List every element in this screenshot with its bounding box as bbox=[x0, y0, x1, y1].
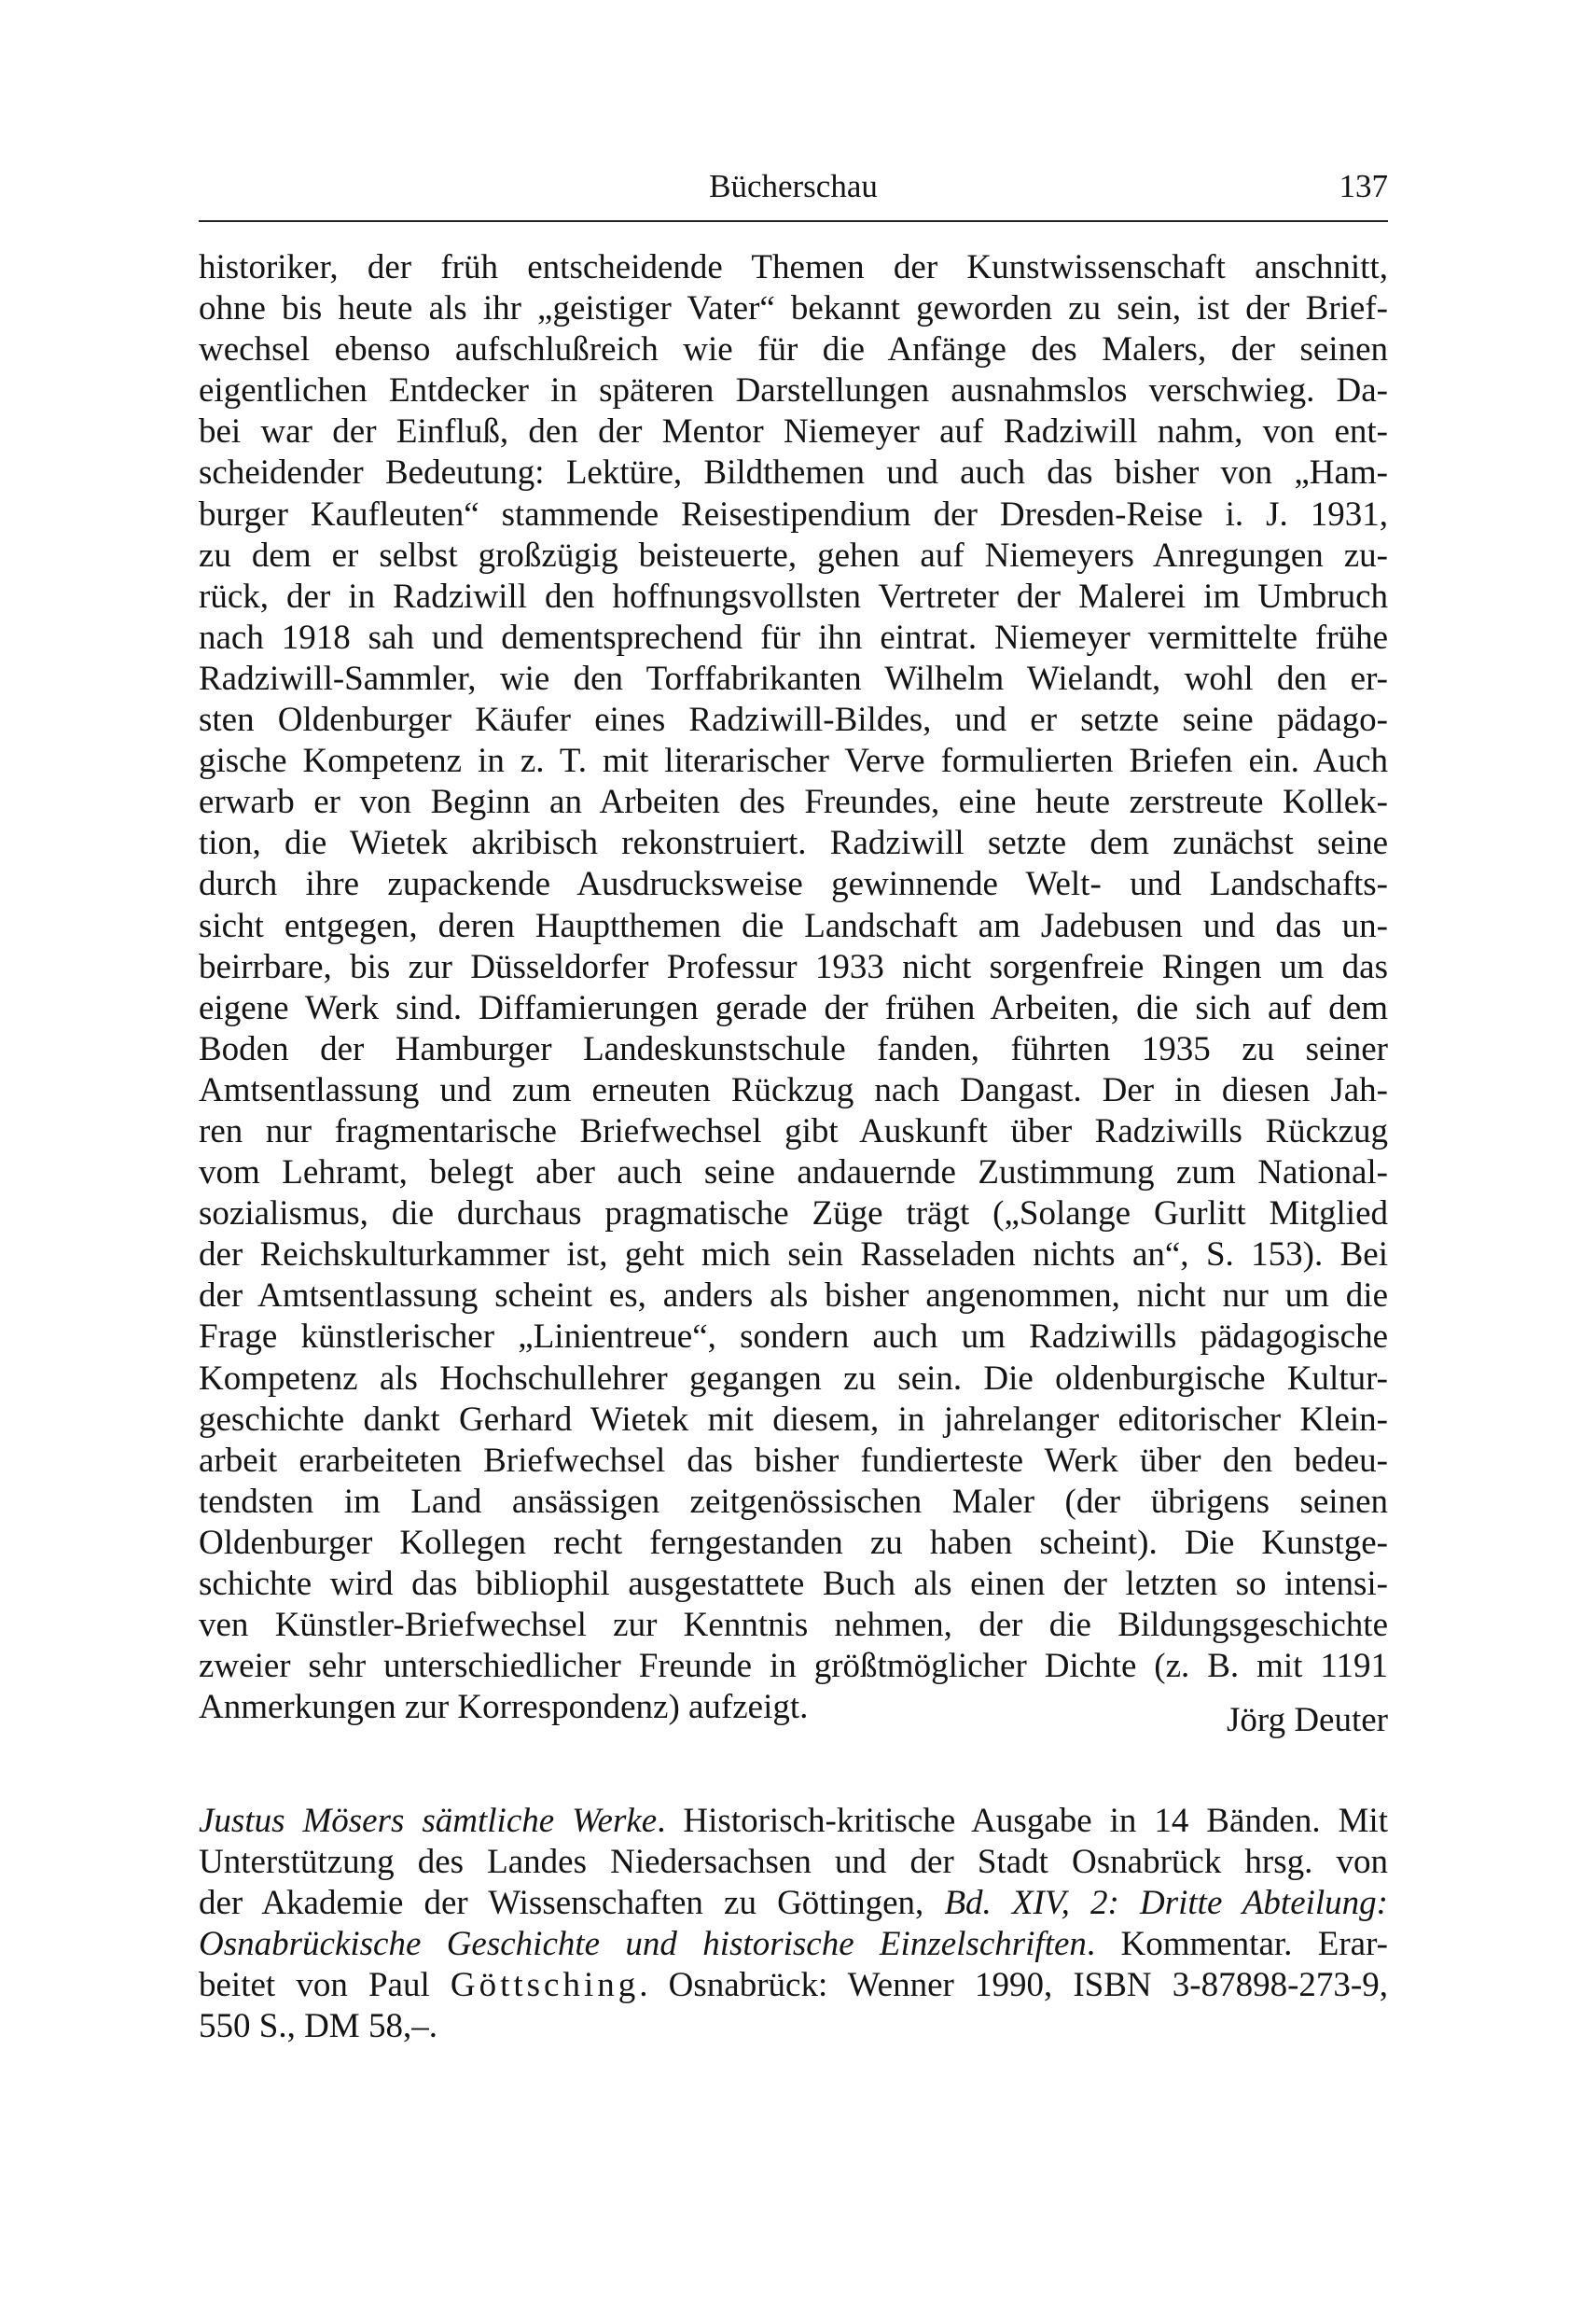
text-line-content: scheidender Bedeutung: Lektüre, Bildthemen und auch das bisher von „Ham- bbox=[199, 453, 1388, 493]
italic-title-segment: Osnabrückische Geschichte und historische Einzelschriften bbox=[199, 1925, 1087, 1964]
text-line-content: durch ihre zupackende Ausdrucksweise gewinnende Welt- und Landschafts- bbox=[199, 865, 1388, 904]
text-line-content: arbeit erarbeiteten Briefwechsel das bisher fundierteste Werk über den bedeu- bbox=[199, 1441, 1388, 1480]
entry-line bbox=[199, 1842, 1388, 1883]
text-line-content: gische Kompetenz in z. T. mit literarischer Verve formulierten Briefen ein. Auch bbox=[199, 742, 1388, 781]
text-line bbox=[199, 411, 1388, 453]
text-line-content: tion, die Wietek akribisch rekonstruiert. Radziwill setzte dem zunächst seine bbox=[199, 824, 1388, 863]
text-line bbox=[199, 1234, 1388, 1275]
text-line-content: sozialismus, die durchaus pragmatische Züge trägt („Solange Gurlitt Mitglied bbox=[199, 1194, 1388, 1234]
entry-text-segment: Göttsching bbox=[450, 1966, 640, 2005]
text-line-content: schichte wird das bibliophil ausgestattete Buch als einen der letzten so intensi- bbox=[199, 1565, 1388, 1603]
italic-title-segment: Justus Mösers sämtliche Werke bbox=[199, 1802, 658, 1840]
text-line-content: erwarb er von Beginn an Arbeiten des Freundes, eine heute zerstreute Kollek- bbox=[199, 783, 1388, 822]
text-line bbox=[199, 1152, 1388, 1193]
text-line bbox=[199, 988, 1388, 1029]
text-line bbox=[199, 741, 1388, 782]
text-line bbox=[199, 329, 1388, 370]
text-line-content: Boden der Hamburger Landeskunstschule fanden, führten 1935 zu seiner bbox=[199, 1029, 1388, 1068]
text-line bbox=[199, 1605, 1388, 1646]
text-line bbox=[199, 1687, 1388, 1740]
bibliographic-entry bbox=[199, 1801, 1388, 2048]
text-line-content: Anmerkungen zur Korrespondenz) aufzeigt. bbox=[199, 1688, 809, 1727]
text-line bbox=[199, 247, 1388, 288]
entry-text-segment: . Historisch-kritische Ausgabe in 14 Bänden. Mit bbox=[657, 1802, 1388, 1840]
text-line bbox=[199, 1482, 1388, 1523]
text-line-content: sten Oldenburger Käufer eines Radziwill-Bildes, und er setzte seine pädago- bbox=[199, 701, 1388, 740]
text-line-content: Amtsentlassung und zum erneuten Rückzug nach Dangast. Der in diesen Jah- bbox=[199, 1070, 1388, 1109]
text-line bbox=[199, 495, 1388, 536]
text-line-content: sicht entgegen, deren Hauptthemen die Landschaft am Jadebusen und das un- bbox=[199, 906, 1388, 945]
running-head bbox=[199, 168, 1388, 215]
text-line bbox=[199, 1523, 1388, 1564]
entry-text-segment: . Kommentar. Erar- bbox=[1086, 1925, 1388, 1964]
text-line bbox=[199, 453, 1388, 494]
text-line bbox=[199, 906, 1388, 947]
entry-text-segment: der Akademie der Wissenschaften zu Göttingen, bbox=[199, 1884, 945, 1923]
text-line bbox=[199, 1070, 1388, 1111]
text-line-content: der Reichskulturkammer ist, geht mich sein Rasseladen nichts an“, S. 153). Bei bbox=[199, 1235, 1388, 1275]
text-line bbox=[199, 823, 1388, 864]
page-number: 137 bbox=[1339, 168, 1388, 204]
header-rule bbox=[199, 220, 1388, 222]
text-line bbox=[199, 1441, 1388, 1482]
entry-line bbox=[199, 1801, 1388, 1842]
text-line bbox=[199, 1646, 1388, 1687]
review-author-signature: Jörg Deuter bbox=[1227, 1701, 1388, 1740]
text-line-content: Frage künstlerischer „Linientreue“, sondern auch um Radziwills pädagogische bbox=[199, 1317, 1388, 1357]
text-line bbox=[199, 1111, 1388, 1152]
entry-text-segment: beitet von Paul bbox=[199, 1966, 451, 2005]
text-line-content: wechsel ebenso aufschlußreich wie für die Anfänge des Malers, der seinen bbox=[199, 330, 1388, 369]
text-line-content: Radziwill-Sammler, wie den Torffabrikanten Wilhelm Wielandt, wohl den er- bbox=[199, 659, 1388, 698]
text-line bbox=[199, 1193, 1388, 1234]
text-line bbox=[199, 1564, 1388, 1605]
text-line-content: ven Künstler-Briefwechsel zur Kenntnis nehmen, der die Bildungsgeschichte bbox=[199, 1606, 1388, 1645]
text-line-content: nach 1918 sah und dementsprechend für ihn eintrat. Niemeyer vermittelte frühe bbox=[199, 618, 1388, 657]
entry-line bbox=[199, 2006, 1388, 2047]
text-line bbox=[199, 947, 1388, 988]
text-line-content: beirrbare, bis zur Düsseldorfer Professur 1933 nicht sorgenfreie Ringen um das bbox=[199, 947, 1388, 986]
text-line-content: der Amtsentlassung scheint es, anders als bisher angenommen, nicht nur um die bbox=[199, 1276, 1388, 1316]
text-line bbox=[199, 288, 1388, 329]
text-line-content: Oldenburger Kollegen recht ferngestanden zu haben scheint). Die Kunstge- bbox=[199, 1523, 1388, 1562]
text-line bbox=[199, 1359, 1388, 1400]
text-line bbox=[199, 659, 1388, 700]
text-line bbox=[199, 1317, 1388, 1358]
text-line-content: vom Lehramt, belegt aber auch seine andauernde Zustimmung zum National- bbox=[199, 1153, 1388, 1192]
text-line-content: geschichte dankt Gerhard Wietek mit diesem, in jahrelanger editorischer Klein- bbox=[199, 1400, 1388, 1439]
text-line bbox=[199, 782, 1388, 823]
running-head-title: Bücherschau bbox=[709, 168, 878, 204]
text-line-content: ren nur fragmentarische Briefwechsel gibt Auskunft über Radziwills Rückzug bbox=[199, 1111, 1388, 1150]
text-line-content: ohne bis heute als ihr „geistiger Vater“ bekannt geworden zu sein, ist der Brief- bbox=[199, 289, 1388, 328]
text-line bbox=[199, 864, 1388, 905]
text-line-content: bei war der Einfluß, den der Mentor Niemeyer auf Radziwill nahm, von ent- bbox=[199, 412, 1388, 452]
review-text bbox=[199, 247, 1388, 1740]
text-line bbox=[199, 370, 1388, 411]
text-line-content: zu dem er selbst großzügig beisteuerte, gehen auf Niemeyers Anregungen zu- bbox=[199, 536, 1388, 575]
italic-title-segment: Bd. XIV, 2: Dritte Abteilung: bbox=[944, 1884, 1389, 1923]
text-line-content: rück, der in Radziwill den hoffnungsvollsten Vertreter der Malerei im Umbruch bbox=[199, 577, 1388, 616]
entry-line bbox=[199, 1883, 1388, 1924]
text-line bbox=[199, 700, 1388, 741]
entry-text-segment: Unterstützung des Landes Niedersachsen und der Stadt Osnabrück hrsg. von bbox=[199, 1843, 1388, 1882]
text-line bbox=[199, 536, 1388, 577]
entry-text-segment: 550 S., DM 58,–. bbox=[199, 2007, 437, 2046]
text-line-content: eigene Werk sind. Diffamierungen gerade der frühen Arbeiten, die sich auf dem bbox=[199, 988, 1388, 1027]
text-line bbox=[199, 1029, 1388, 1070]
text-line bbox=[199, 618, 1388, 659]
entry-text-segment: . Osnabrück: Wenner 1990, ISBN 3-87898-273-9, bbox=[639, 1966, 1388, 2005]
text-line-content: Kompetenz als Hochschullehrer gegangen zu sein. Die oldenburgische Kultur- bbox=[199, 1359, 1388, 1398]
text-line-content: zweier sehr unterschiedlicher Freunde in größtmöglicher Dichte (z. B. mit 1191 bbox=[199, 1647, 1388, 1686]
text-line-content: burger Kaufleuten“ stammende Reisestipendium der Dresden-Reise i. J. 1931, bbox=[199, 495, 1388, 534]
text-line bbox=[199, 1400, 1388, 1441]
text-line bbox=[199, 1275, 1388, 1317]
entry-line bbox=[199, 1965, 1388, 2006]
text-line-content: tendsten im Land ansässigen zeitgenössischen Maler (der übrigens seinen bbox=[199, 1482, 1388, 1521]
entry-line bbox=[199, 1924, 1388, 1965]
text-line-content: eigentlichen Entdecker in späteren Darstellungen ausnahmslos verschwieg. Da- bbox=[199, 371, 1388, 411]
text-line-content: historiker, der früh entscheidende Themen der Kunstwissenschaft anschnitt, bbox=[199, 248, 1388, 286]
text-line bbox=[199, 577, 1388, 618]
